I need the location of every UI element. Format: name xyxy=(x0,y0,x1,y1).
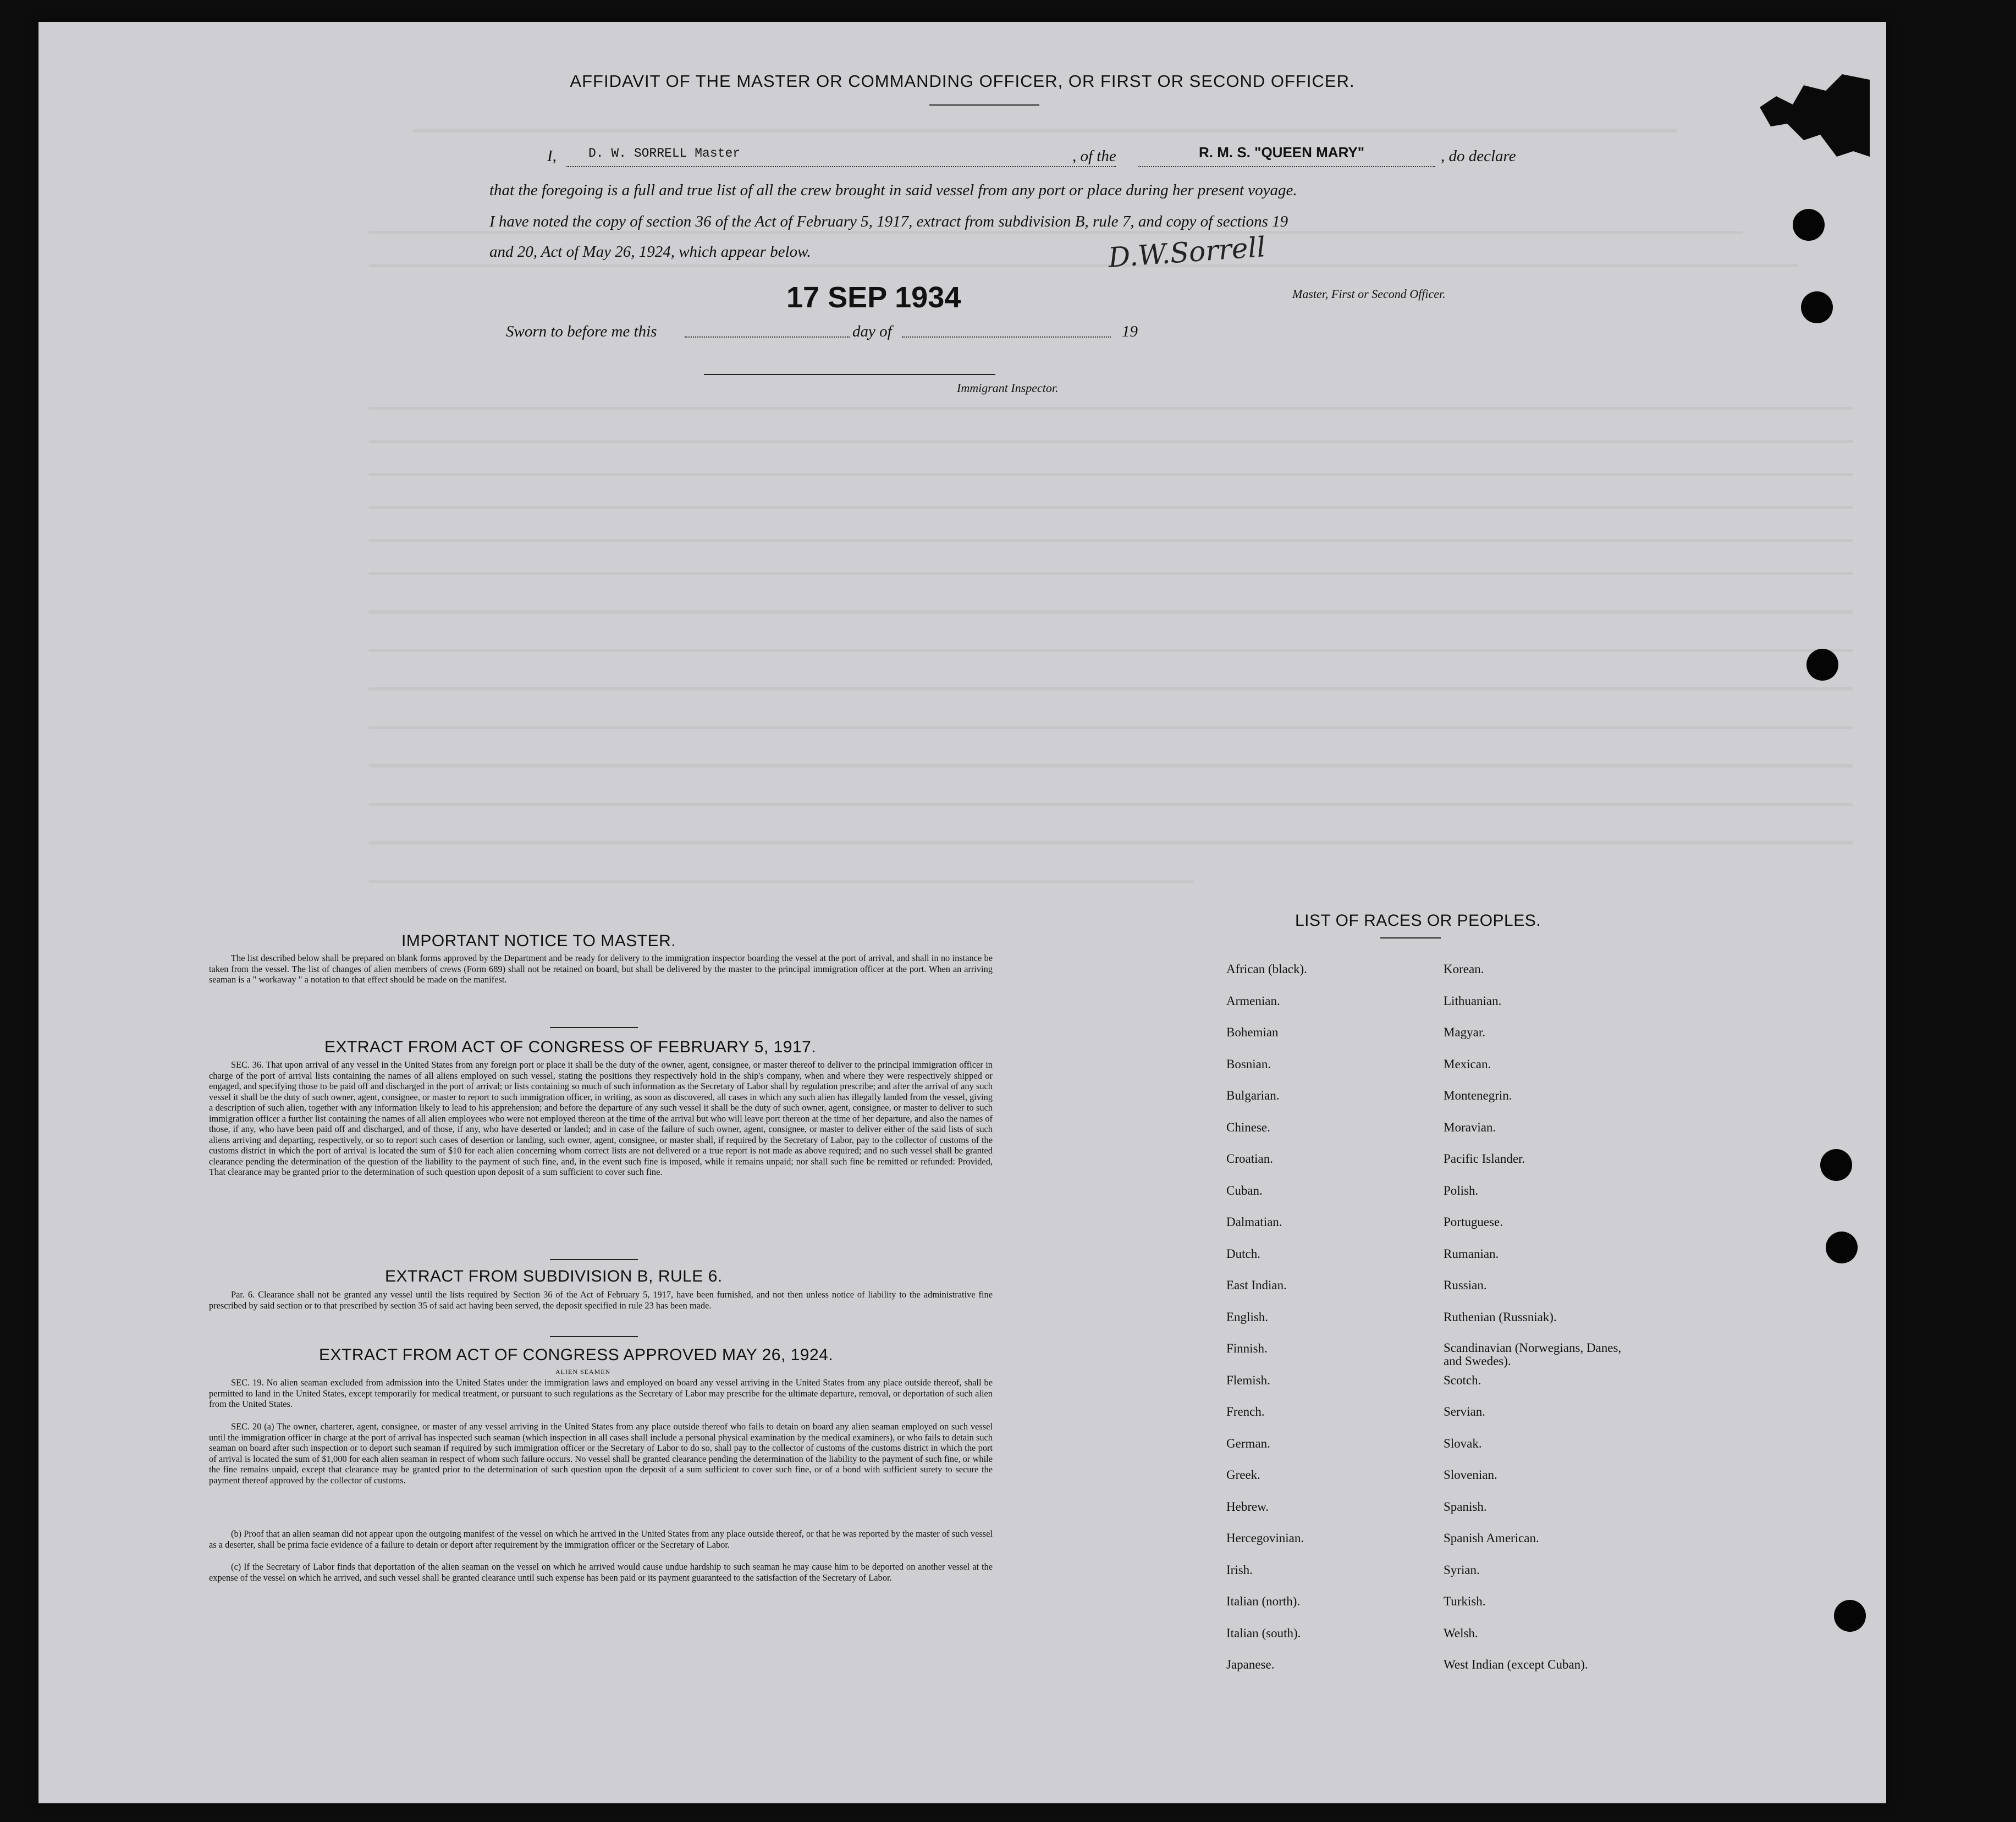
affidavit-line-3: I have noted the copy of section 36 of the Act of February 5, 1917, extract from subdivision B, rule 7, and copy of sections 19 xyxy=(489,213,1288,230)
notice-title: IMPORTANT NOTICE TO MASTER. xyxy=(401,932,676,950)
race-item: Welsh. xyxy=(1444,1626,1478,1640)
race-item: Chinese. xyxy=(1226,1120,1270,1134)
of-the-label: , of the xyxy=(1072,147,1116,165)
race-item: East Indian. xyxy=(1226,1278,1287,1292)
punch-hole-icon xyxy=(1834,1600,1866,1632)
race-item: Spanish. xyxy=(1444,1499,1487,1514)
affidavit-title: AFFIDAVIT OF THE MASTER OR COMMANDING OFFICER, OR FIRST OR SECOND OFFICER. xyxy=(570,71,1355,91)
affidavit-i-label: I, xyxy=(547,147,557,165)
subdivision-body: Par. 6. Clearance shall not be granted any vessel until the lists required by Section 36 of the Act of February 5, 1917, have been furnished, and not then unless notice of liability to the administrative fine prescribed by said section or to that prescribed by section 35 of said act having been served, the deposit specified in rule 23 has been made. xyxy=(209,1289,993,1311)
sec-19-body: SEC. 19. No alien seaman excluded from admission into the United States under the immigration laws and employed on board any vessel arriving in the United States from any place outside thereof, shall be permitted to land in the United States, except temporarily for medical treatment, or pursuant to such regulations as the Secretary of Labor may prescribe for the ultimate departure, removal, or deportation of such alien from the United States. xyxy=(209,1377,993,1409)
subdivision-rule xyxy=(550,1336,638,1337)
race-item: Flemish. xyxy=(1226,1373,1270,1387)
extract-1917-rule xyxy=(550,1259,638,1260)
vessel-name: R. M. S. "QUEEN MARY" xyxy=(1199,144,1365,161)
signature-caption: Master, First or Second Officer. xyxy=(1292,287,1446,301)
race-item: Dalmatian. xyxy=(1226,1215,1282,1229)
race-item: Hebrew. xyxy=(1226,1499,1269,1514)
do-declare-label: , do declare xyxy=(1441,147,1516,165)
race-item: Syrian. xyxy=(1444,1562,1480,1577)
race-item: West Indian (except Cuban). xyxy=(1444,1658,1588,1671)
race-item: Italian (south). xyxy=(1226,1626,1301,1640)
race-item: Ruthenian (Russniak). xyxy=(1444,1310,1557,1324)
race-item: Mexican. xyxy=(1444,1057,1491,1071)
race-item: French. xyxy=(1226,1405,1265,1418)
race-item: Scotch. xyxy=(1444,1373,1481,1387)
name-line xyxy=(566,166,1116,167)
race-item: Hercegovinian. xyxy=(1226,1531,1304,1545)
race-item: Magyar. xyxy=(1444,1025,1486,1039)
race-item: Slovenian. xyxy=(1444,1468,1497,1482)
affidavit-line-2: that the foregoing is a full and true list of all the crew brought in said vessel from any port or place during her present voyage. xyxy=(489,181,1297,199)
master-name: D. W. SORRELL Master xyxy=(588,146,741,161)
year-prefix: 19 xyxy=(1122,323,1138,340)
race-item: Dutch. xyxy=(1226,1246,1260,1261)
title-rule xyxy=(929,104,1039,106)
race-item: Bosnian. xyxy=(1226,1057,1271,1071)
vessel-line xyxy=(1138,166,1435,167)
extract-1924-title: EXTRACT FROM ACT OF CONGRESS APPROVED MAY 26, 1924. xyxy=(319,1346,834,1364)
race-item: Portuguese. xyxy=(1444,1215,1503,1229)
day-of-label: day of xyxy=(852,323,892,340)
extract-1917-title: EXTRACT FROM ACT OF CONGRESS OF FEBRUARY 5, 1917. xyxy=(324,1038,817,1056)
sec-20a-body: SEC. 20 (a) The owner, charterer, agent, consignee, or master of any vessel arriving in the United States from any place outside thereof who fails to detain on board any alien seaman employed on such vessel until the immigration officer in charge at the port of arrival has inspected such seaman (which inspection in all cases shall include a personal physical examination by the medical examiners), or who fails to detain such seaman on board after such inspection or to deport such seaman if required by such immigration officer or the Secretary of Labor to do so, shall pay to the collector of customs of the customs district in which the port of arrival is located the sum of $1,000 for each alien seaman in respect of whom such failure occurs. No vessel shall be granted clearance pending the determination of the liability to the payment of such fine, or while the fine remains unpaid, except that clearance may be granted prior to the determination of such question upon the deposit of a sum sufficient to cover such fine, or of a bond with sufficient surety to secure the payment thereof approved by the collector of customs. xyxy=(209,1421,993,1486)
inspector-caption: Immigrant Inspector. xyxy=(957,381,1059,395)
race-item: English. xyxy=(1226,1310,1269,1324)
race-item: Polish. xyxy=(1444,1183,1479,1197)
race-item: Croatian. xyxy=(1226,1152,1273,1166)
race-item: Cuban. xyxy=(1226,1183,1263,1197)
subdivision-title: EXTRACT FROM SUBDIVISION B, RULE 6. xyxy=(385,1267,723,1285)
race-item: Irish. xyxy=(1226,1562,1253,1577)
race-item: Bohemian xyxy=(1226,1025,1279,1039)
race-item: Scandinavian (Norwegians, Danes, and Swedes). xyxy=(1444,1341,1622,1368)
race-item: Slovak. xyxy=(1444,1436,1482,1450)
notice-rule xyxy=(550,1027,638,1028)
race-item: Finnish. xyxy=(1226,1341,1268,1355)
sworn-day-line xyxy=(685,336,850,338)
race-item: Turkish. xyxy=(1444,1594,1486,1608)
race-item: Russian. xyxy=(1444,1278,1487,1292)
race-item: Armenian. xyxy=(1226,993,1280,1008)
race-item: African (black). xyxy=(1226,962,1307,976)
race-item: Lithuanian. xyxy=(1444,993,1502,1008)
inspector-rule xyxy=(704,374,995,375)
punch-hole-icon xyxy=(1793,209,1825,241)
alien-seamen-subtitle: ALIEN SEAMEN xyxy=(555,1368,611,1376)
race-item: Japanese. xyxy=(1226,1658,1275,1671)
punch-hole-icon xyxy=(1820,1149,1852,1181)
race-item: Moravian. xyxy=(1444,1120,1496,1134)
affidavit-line-4: and 20, Act of May 26, 1924, which appear below. xyxy=(489,243,811,261)
race-item: Montenegrin. xyxy=(1444,1089,1512,1102)
notice-body: The list described below shall be prepared on blank forms approved by the Department and be ready for delivery to the immigration inspector boarding the vessel at the port of arrival, and shall in no instance be taken from the vessel. The list of changes of alien members of crews (Form 689) shall not be retained on board, but shall be delivered by the master to the principal immigration officer at the port. When an arriving seaman is a " workaway " a notation to that effect should be made on the manifest. xyxy=(209,953,993,985)
race-item: Rumanian. xyxy=(1444,1246,1499,1261)
punch-hole-icon xyxy=(1801,291,1833,323)
race-item: Bulgarian. xyxy=(1226,1089,1280,1102)
sworn-month-line xyxy=(902,336,1111,338)
extract-1917-body: SEC. 36. That upon arrival of any vessel in the United States from any foreign port or place it shall be the duty of the owner, agent, consignee, or master thereof to deliver to the principal immigration officer in charge of the port of arrival lists containing the names of all aliens employed on such vessel, stating the positions they respectively hold in the ship's company, when and where they were respectively shipped or engaged, and specifying those to be paid off and discharged in the port of arrival; or lists containing so much of such information as the Secretary of Labor shall by regulation prescribe; and after the arrival of any such vessel it shall be the duty of such owner, agent, consignee, or master to report to such immigration officer, in writing, as soon as discovered, all cases in which any such alien has illegally landed from the vessel, giving a description of such alien, together with any information likely to lead to his apprehension; and before the departure of any such vessel it shall be the duty of such owner, agent, consignee, or master to deliver to such immigration officer a further list containing the names of all alien employees who were not employed thereon at the time of the arrival but who will leave port thereon at the time of her departure, and also the names of those, if any, who have been paid off and discharged, and of those, if any, who have deserted or landed; and in case of the failure of such owner, agent, consignee, or master to deliver either of the said lists of such aliens arriving and departing, respectively, or so to report such cases of desertion or landing, such owner, agent, consignee, or master shall, if required by the Secretary of Labor, pay to the collector of customs of the customs district in which the port of arrival is located the sum of $10 for each alien concerning whom correct lists are not delivered or a true report is not made as above required; and no such vessel shall be granted clearance pending the determination of the question of the liability to the payment of such fine, and, in the event such fine is imposed, while it remains unpaid; nor shall such fine be remitted or refunded: Provided, That clearance may be granted prior to the determination of such question upon deposit of a sum sufficient to cover such fine. xyxy=(209,1059,993,1177)
sec-20c-body: (c) If the Secretary of Labor finds that deportation of the alien seaman on the vessel on which he arrived would cause undue hardship to such seaman he may cause him to be deported on another vessel at the expense of the vessel on which he arrived, and such vessel shall be granted clearance until such expense has been paid or its payment guaranteed to the satisfaction of the Secretary of Labor. xyxy=(209,1561,993,1583)
sworn-label: Sworn to before me this xyxy=(506,323,657,340)
races-rule xyxy=(1380,937,1441,938)
race-item: Italian (north). xyxy=(1226,1594,1301,1608)
race-item: Korean. xyxy=(1444,962,1484,976)
punch-hole-icon xyxy=(1826,1232,1858,1263)
race-item: Spanish American. xyxy=(1444,1531,1539,1545)
signature: D.W.Sorrell xyxy=(1107,231,1267,274)
date-stamp: 17 SEP 1934 xyxy=(786,281,961,314)
sec-20b-body: (b) Proof that an alien seaman did not appear upon the outgoing manifest of the vessel on which he arrived in the United States from any place outside thereof, or that he was reported by the master of such vessel as a deserter, shall be prima facie evidence of a failure to detain or deport after requirement by the immigration officer or the Secretary of Labor. xyxy=(209,1528,993,1550)
race-item: Greek. xyxy=(1226,1468,1260,1482)
race-item: German. xyxy=(1226,1436,1270,1450)
document-page xyxy=(38,22,1886,1803)
race-item: Pacific Islander. xyxy=(1444,1152,1525,1166)
race-item: Servian. xyxy=(1444,1405,1486,1418)
punch-hole-icon xyxy=(1806,649,1838,681)
races-title: LIST OF RACES OR PEOPLES. xyxy=(1295,912,1541,930)
